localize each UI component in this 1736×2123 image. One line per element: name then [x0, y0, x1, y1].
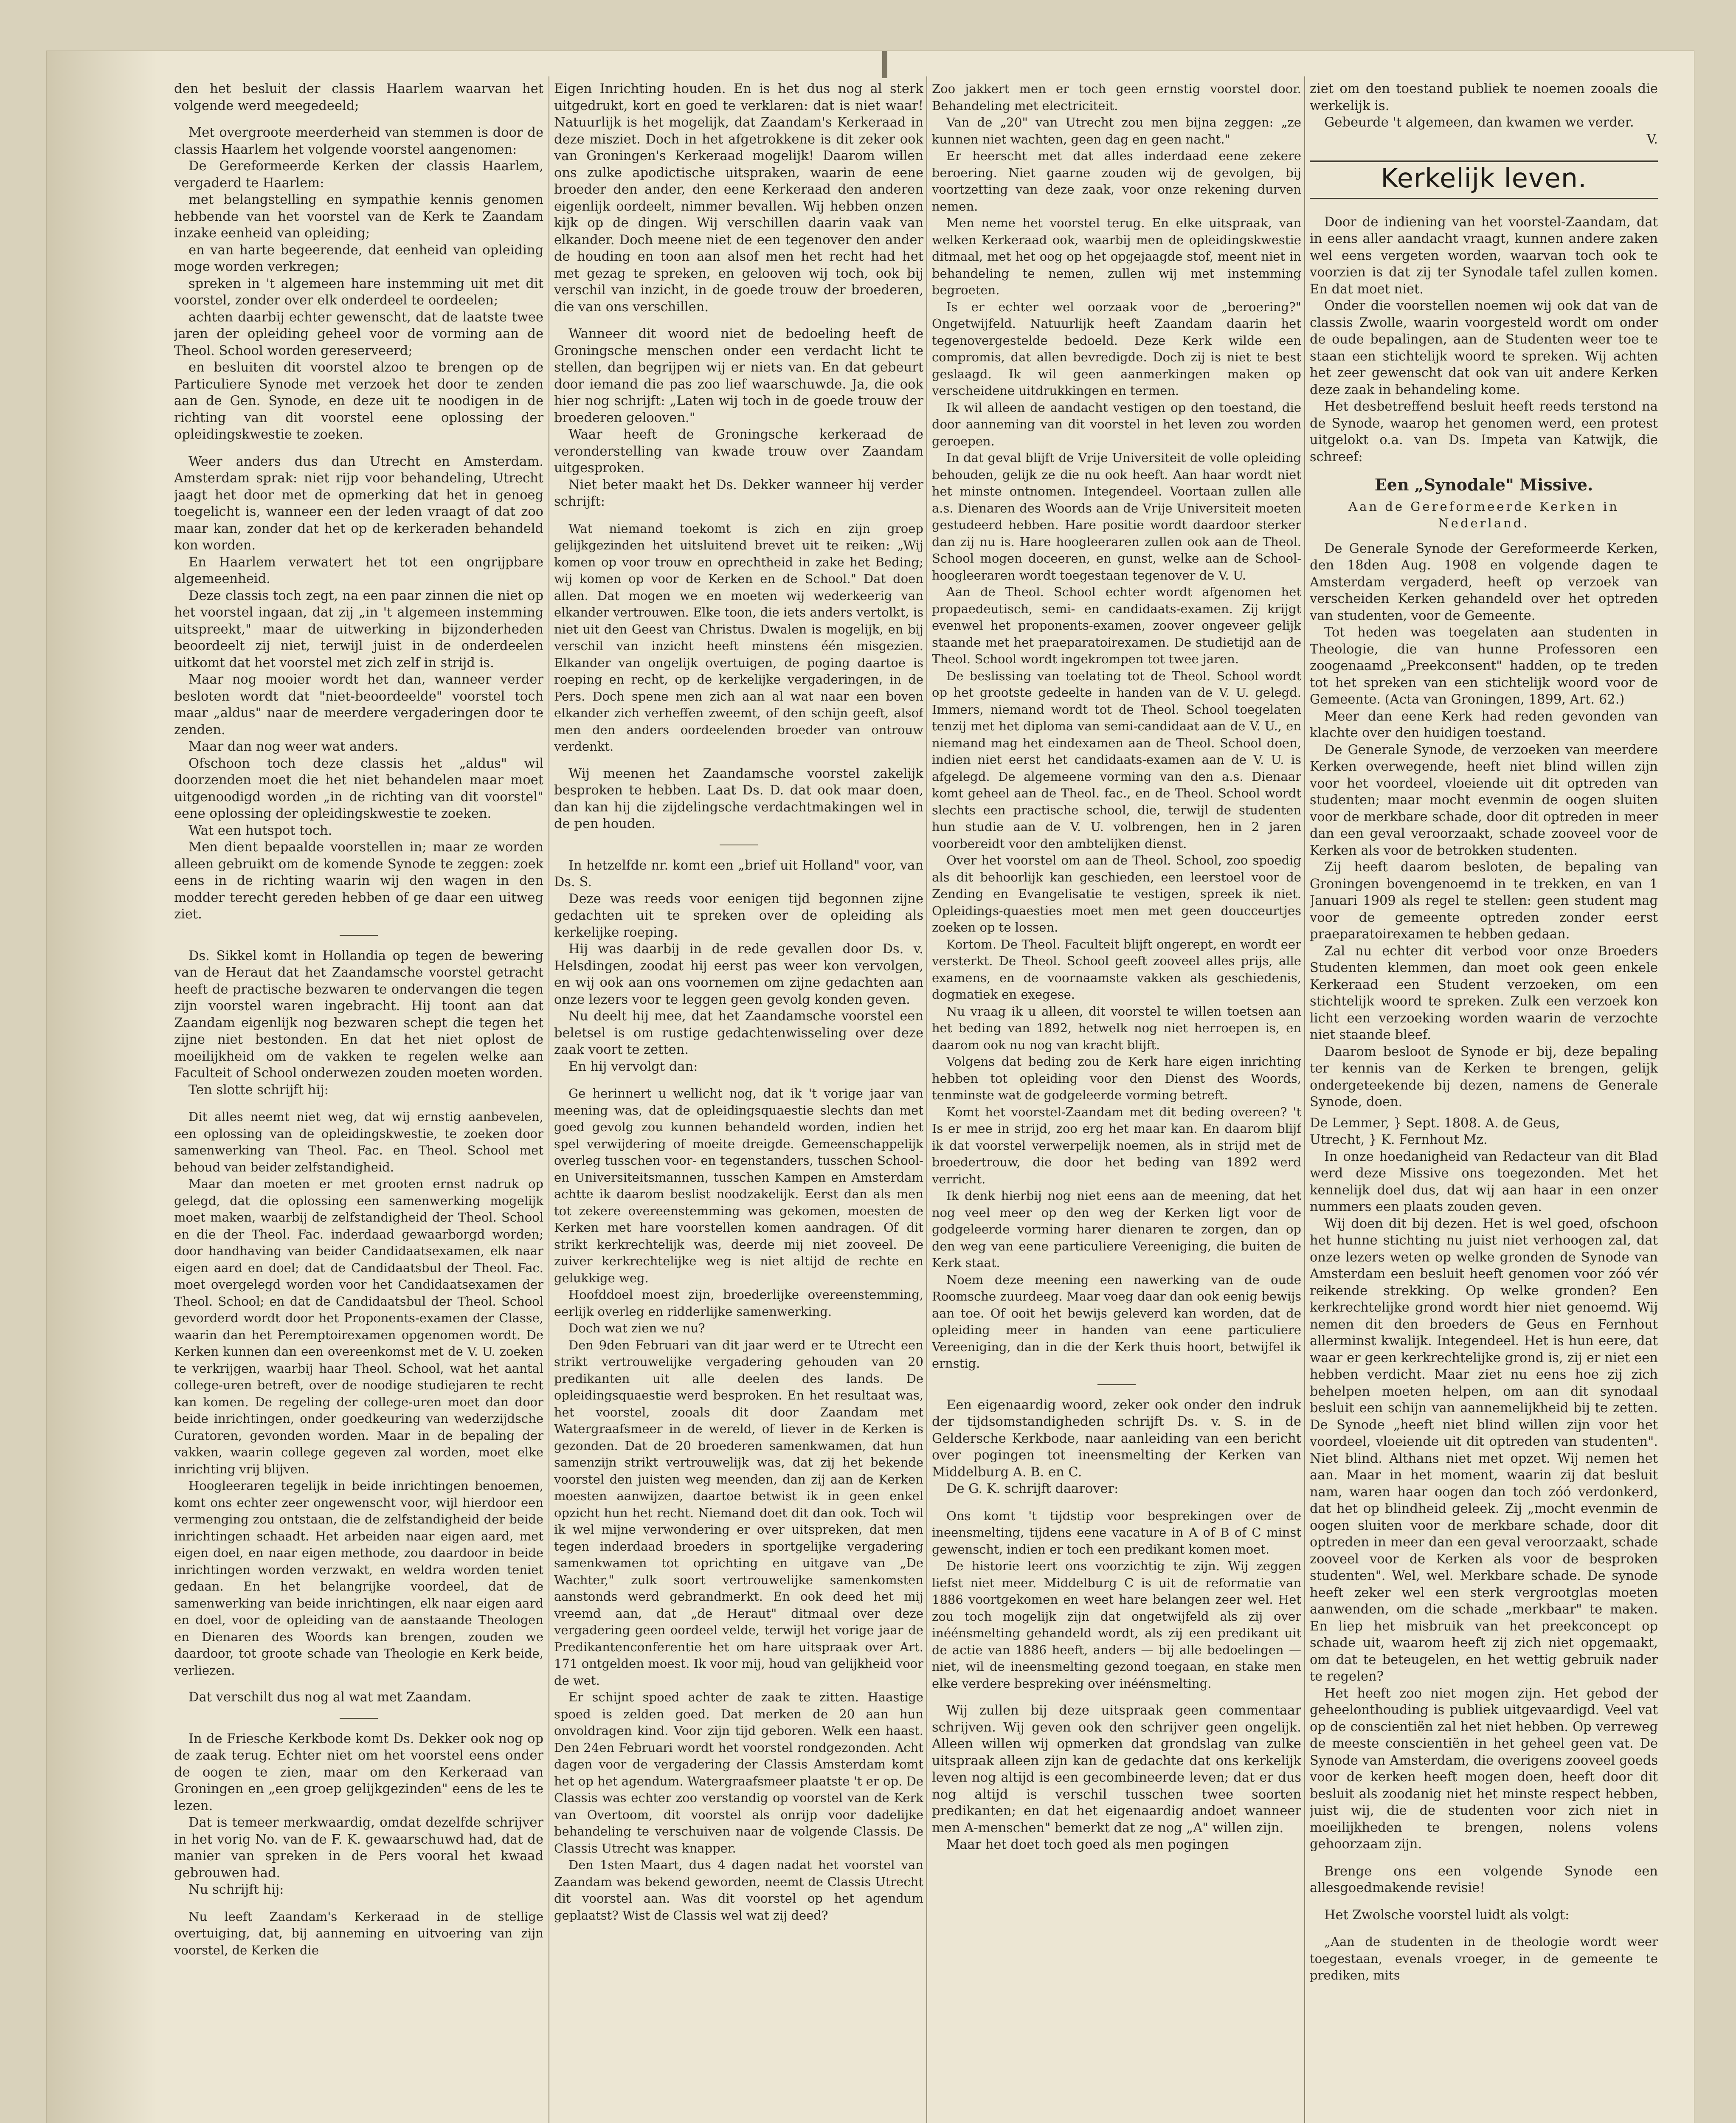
quote-paragraph: Men neme het voorstel terug. En elke uitspraak, van welken Kerkeraad ook, waarbij men de opleidingskwestie ditmaal, met het oog op het opgejaagde stof, meent niet in behandeling te nemen, zullen wij met instemming begroeten. [932, 216, 1301, 297]
quote-paragraph: De historie leert ons voorzichtig te zijn. Wij zeggen liefst niet meer. Middelburg C is uit de reformatie van 1886 voortgekomen en weet hare belangen zeer wel. Het zou toch mogelijk zijn dat ongetwijfeld als zij over inéénsmelting gehandeld wordt, als zij een predikant uit de actie van 1886 heeft, anders — bij alle bedoelingen — niet, wil de ineensmelting gezond toegaan, en stake men elke verdere bespreking over inéénsmelting. [932, 1559, 1301, 1691]
paragraph: en van harte begeerende, dat eenheid van opleiding moge worden verkregen; [174, 242, 543, 274]
paragraph: Eigen Inrichting houden. En is het dus nog al sterk uitgedrukt, kort en goed te verklaren: dat is niet waar! Natuurlijk is het mogelijk, dat Zaandam's Kerkeraad in deze misziet. Doch in het afgetrokkene is dit zeker ook van Groningen's Kerkeraad mogelijk! Daarom willen ons zulke apodictische uitspraken, waarin de eene broeder den ander, den eene Kerkeraad den anderen eigenlijk oordeelt, nimmer bevallen. Wij hebben onzen kijk op de dingen. Wij verschillen daarin vaak van elkander. Doch meene niet de een tegenover den ander de houding en toon aan alsof men het recht had het met gezag te spreken, en gelooven wij toch, ook bij verschil van inzicht, in de goede trouw der broederen, die van ons verschillen. [554, 82, 923, 315]
quote-paragraph: Kortom. De Theol. Faculteit blijft ongerept, en wordt eer versterkt. De Theol. School geeft zooveel alles prijs, alle examens, en de voornaamste vakken als geschiedenis, dogmatiek en exegese. [932, 937, 1301, 1002]
quote-paragraph: Komt het voorstel-Zaandam met dit beding overeen? 't Is er mee in strijd, zoo erg het maar kan. En daarom blijf ik dat voorstel verwerpelijk noemen, als in strijd met de broedertrouw, die door het beding van 1892 werd verricht. [932, 1104, 1301, 1186]
paragraph: Ten slotte schrijft hij: [189, 1082, 329, 1098]
paragraph: spreken in 't algemeen hare instemming uit met dit voorstel, zonder over elk onderdeel te oordeelen; [174, 276, 543, 308]
quote-paragraph: De beslissing van toelating tot de Theol. School wordt op het grootste gedeelte in handen van de V. U. gelegd. Immers, niemand wordt tot de Theol. School toegelaten tenzij met het diploma van semi-candidaat aan de V. U., en niemand mag het eindexamen aan de Theol. School doen, indien niet eerst het candidaats-examen aan de V. U. is afgelegd. De algemeene vorming van den a.s. Dienaar komt geheel aan de Theol. fac., en de Theol. School wordt slechts een practische school, die, terwijl de studenten hun studie aan de V. U. volbrengen, hen in 2 jaren voorbereidt voor den ambtelijken dienst. [932, 668, 1301, 851]
column-rule [1304, 76, 1305, 2123]
quote-paragraph: Ik denk hierbij nog niet eens aan de meening, dat het nog veel meer op den weg der Kerken ligt voor de godgeleerde vorming harer dienaren te zorgen, dan op den weg van eene particuliere Vereeniging, die buiten de Kerk staat. [932, 1188, 1301, 1270]
quote-paragraph: Hoofddoel moest zijn, broederlijke overeenstemming, eerlijk overleg en ridderlijke samenwerking. [554, 1287, 923, 1319]
quote-paragraph: Doch wat zien we nu? [568, 1321, 705, 1335]
paragraph: Zij heeft daarom besloten, de bepaling van Groningen bovengenoemd in te trekken, en van 1 Januari 1909 als regel te stellen: geen student mag voor de gemeente optreden zonder eerst praeparatoirexamen te hebben gedaan. [1310, 860, 1658, 942]
fold-mark [882, 51, 887, 78]
author-signature: V. [1646, 132, 1658, 147]
paragraph: Gebeurde 't algemeen, dan kwamen we verder. [1324, 115, 1634, 130]
quote-paragraph: Van de „20" van Utrecht zou men bijna zeggen: „ze kunnen niet wachten, geen dag en geen nacht." [932, 115, 1301, 146]
paragraph: ziet om den toestand publiek te noemen zooals die werkelijk is. [1310, 82, 1658, 113]
paragraph: Het heeft zoo niet mogen zijn. Het gebod der geheelonthouding is publiek uitgevaardigd. Veel vat op de conscientiën zal het niet hebben. Op verreweg de meeste conscientiën in het geheel geen vat. De Synode van Amsterdam, die overigens zooveel goeds voor de kerken heeft mogen doen, heeft door dit besluit als zoodanig niet het minste respect hebben, juist wij, die de studenten voor zich niet in moeilijkheden te brengen, nolens volens gehoorzaam zijn. [1310, 1686, 1658, 1852]
paragraph: Dat is temeer merkwaardig, omdat dezelfde schrijver in het vorig No. van de F. K. gewaarschuwd had, dat de manier van spreken in de Pers vooral het kwaad gebrouwen had. [174, 1815, 543, 1881]
paragraph: Zal nu echter dit verbod voor onze Broeders Studenten klemmen, dan moet ook geen enkele Kerkeraad een Student verzoeken, om een stichtelijk woord te spreken. Zulk een verzoek kon licht een verzoeking worden waarin de verzochte niet staande bleef. [1310, 943, 1658, 1042]
paragraph: Door de indiening van het voorstel-Zaandam, dat in eens aller aandacht vraagt, kunnen andere zaken wel eens vergeten worden, waarvan toch ook te voorzien is dat zij ter Synodale tafel zullen komen. En dat moet niet. [1310, 214, 1658, 297]
paragraph: De Gereformeerde Kerken der classis Haarlem, vergaderd te Haarlem: [174, 159, 543, 191]
quote-paragraph: Aan de Theol. School echter wordt afgenomen het propaedeutisch, semi- en candidaats-examen. Zij krijgt evenwel het proponents-examen, zoover ongeveer gelijk staande met het praeparatoirexamen. De studietijd aan de Theol. School wordt ingekrompen tot twee jaren. [932, 585, 1301, 666]
quote-paragraph: Maar dan moeten er met grooten ernst nadruk op gelegd, dat die oplossing een samenwerking mogelijk moet maken, waarbij de zelfstandigheid der Theol. School en die der Theol. Fac. inderdaad gewaarborgd worden; door handhaving van beider Candidaatsexamen, elk naar eigen aard en doel; dat de Candidaatsbul der Theol. Fac. moet overgelegd worden voor het Candidaatsexamen der Theol. School; en dat de Candidaatsbul der Theol. School gevorderd wordt door het Proponents-examen der Classe, waarin dan het Peremptoirexamen opgenomen wordt. De Kerken kunnen dan een overeenkomst met de V. U. zoeken te verkrijgen, waarbij haar Theol. School, wat het aantal college-uren betreft, over de noodige studiejaren te recht kan komen. De regeling der college-uren moet dan door beide inrichtingen, onder goedkeuring van wederzijdsche Curatoren, gevonden worden. Maar in de bepaling der vakken, waarin college gegeven zal worden, moet elke inrichting vrij blijven. [174, 1177, 543, 1476]
paragraph: De Generale Synode, de verzoeken van meerdere Kerken overwegende, heeft niet blind willen zijn voor het voordeel, vloeiende uit dit optreden van studenten; maar mocht evenmin de oogen sluiten voor de merkbare schade, door dit optreden in meer dan een geval veroorzaakt, schade zooveel voor de Kerken als voor de betrokken studenten. [1310, 742, 1658, 858]
paragraph: Wanneer dit woord niet de bedoeling heeft de Groningsche menschen onder een verdacht licht te stellen, dan begrijpen wij er niets van. En dat gebeurt door iemand die pas zoo lief waarschuwde. Ja, die ook hier nog schrijft: „Laten wij toch in de goede trouw der broederen gelooven." [554, 327, 923, 425]
paragraph: De Generale Synode der Gereformeerde Kerken, den 18den Aug. 1908 en volgende dagen te Amsterdam vergaderd, heeft op verzoek van verscheiden Kerken gehandeld over het optreden van studenten, voor de Gemeente. [1310, 541, 1658, 623]
paragraph: Wij meenen het Zaandamsche voorstel zakelijk besproken te hebben. Laat Ds. D. dat ook maar doen, dan kan hij die zijdelingsche verdachtmakingen wel in de pen houden. [554, 766, 923, 831]
section-separator [1097, 1384, 1136, 1385]
paragraph: Wij doen dit bij dezen. Het is wel goed, ofschoon het hunne stichting nu juist niet verhoogen zal, dat onze lezers weten op welke gronden de Synode van Amsterdam een besluit heeft genomen voor zóó vér reikende strekking. Op welke gronden? Een kerkrechtelijke grond wordt hier niet genoemd. Wij nemen dit den broeders de Geus en Fernhout allerminst kwalijk. Integendeel. Het is hun eere, dat waar er geen kerkrechtelijke grond is, zij er niet een hebben verdicht. Maar ziet nu eens hoe zij zich behelpen moeten helpen, om aan dit synodaal besluit een schijn van aannemelijkheid bij te zetten. De Synode „heeft niet blind willen zijn voor het voordeel, vloeiende uit dit optreden van studenten". Niet blind. Althans niet met opzet. Wij nemen het aan. Maar in het moment, waarin zij dat besluit nam, waren haar oogen dan toch zóó verdonkerd, dat het op blindheid geleek. Zij „mocht evenmin de oogen sluiten voor de merkbare schade, door dit optreden in meer dan een geval veroorzaakt, schade zooveel voor de Kerken als voor de besproken studenten". Wel, wel. Merkbare schade. De synode heeft zeker wel een sterk vergrootglas moeten aanwenden, om die schade „merkbaar" te maken. En liep het misbruik van het preekconcept op schade uit, waarom heeft zij zich niet opgemaakt, om dat te beteugelen, en het wettig gebruik nader te regelen? [1310, 1216, 1658, 1684]
paragraph: Brenge ons een volgende Synode een allesgoedmakende revisie! [1310, 1864, 1658, 1895]
paragraph: en besluiten dit voorstel alzoo te brengen op de Particuliere Synode met verzoek het door te zenden aan de Gen. Synode, en deze uit te noodigen in de richting van dit voorstel eene oplossing der opleidingskwestie te zoeken. [174, 360, 543, 442]
paragraph: Niet beter maakt het Ds. Dekker wanneer hij verder schrijft: [554, 477, 923, 509]
quote-paragraph: Nu vraag ik u alleen, dit voorstel te willen toetsen aan het beding van 1892, hetwelk nog niet herroepen is, en daarom ook nu nog van kracht blijft. [932, 1004, 1301, 1052]
paragraph: Het desbetreffend besluit heeft reeds terstond na de Synode, waarop het genomen werd, een protest uitgelokt o.a. van Ds. Impeta van Katwijk, die schreef: [1310, 399, 1658, 465]
quote-paragraph: Er heerscht met dat alles inderdaad eene zekere beroering. Niet gaarne zouden wij de gevolgen, bij voortzetting van deze zaak, voor onze rekening durven nemen. [932, 149, 1301, 214]
paragraph: En hij vervolgt dan: [568, 1059, 698, 1074]
quote-paragraph: Nu leeft Zaandam's Kerkeraad in de stellige overtuiging, dat, bij aanneming en uitvoering van zijn voorstel, de Kerken die [174, 1909, 543, 1957]
paragraph: Tot heden was toegelaten aan studenten in Theologie, die van hunne Professoren een zoogenaamd „Preekconsent" hadden, op te treden tot het spreken van een stichtelijk woord voor de Gemeente. (Acta van Groningen, 1899, Art. 62.) [1310, 625, 1658, 707]
signoff-line: De Lemmer, } Sept. 1808. A. de Geus, [1310, 1115, 1560, 1131]
paragraph: Dat verschilt dus nog al wat met Zaandam. [189, 1690, 472, 1705]
paragraph: Nu schrijft hij: [189, 1882, 284, 1897]
section-separator [340, 935, 378, 936]
paragraph: Een eigenaardig woord, zeker ook onder den indruk der tijdsomstandigheden schrijft Ds. v. S. in de Geldersche Kerkbode, naar aanleiding van een bericht over pogingen tot ineensmelting der Kerken van Middelburg A. B. en C. [932, 1397, 1301, 1480]
paragraph: Deze was reeds voor eenigen tijd begonnen zijne gedachten uit te spreken over de opleiding als kerkelijke roeping. [554, 891, 923, 940]
section-heading-box [1310, 160, 1658, 199]
quote-paragraph: Er schijnt spoed achter de zaak te zitten. Haastige spoed is zelden goed. Dat merken de 20 aan hun onvoldragen kind. Voor zijn tijd geboren. Welk een haast. Den 24en Februari wordt het voorstel rondgezonden. Acht dagen voor de vergadering der Classis Amsterdam komt het op het agendum. Watergraafsmeer plaatste 't er op. De Classis was echter zoo verstandig op voorstel van de Kerk van Overtoom, dit voorstel als onrijp voor dadelijke behandeling te verschuiven naar de volgende Classis. De Classis Utrecht was knapper. [554, 1690, 923, 1856]
column-1 [174, 81, 543, 2123]
quote-paragraph: Volgens dat beding zou de Kerk hare eigen inrichting hebben tot opleiding voor den Dienst des Woords, tenminste wat de godgeleerde vorming betreft. [932, 1054, 1301, 1102]
article-addressee: Aan de Gereformeerde Kerken in Nederland. [1348, 499, 1619, 530]
quote-paragraph: Den 1sten Maart, dus 4 dagen nadat het voorstel van Zaandam was bekend geworden, neemt de Classis Utrecht dit voorstel aan. Was dit voorstel op het agendum geplaatst? Wist de Classis wel wat zij deed? [554, 1858, 923, 1923]
quote-paragraph: Ik wil alleen de aandacht vestigen op den toestand, die door aanneming van dit voorstel in het leven zou worden geroepen. [932, 400, 1301, 448]
paragraph: met belangstelling en sympathie kennis genomen hebbende van het voorstel van de Kerk te Zaandam inzake eenheid van opleiding; [174, 192, 543, 241]
quote-paragraph: Noem deze meening een nawerking van de oude Roomsche zuurdeeg. Maar voeg daar dan ook eenig bewijs aan toe. Of ooit het bewijs geleverd kan worden, dat de opleiding meer in handen van eene particuliere Vereeniging, dan in die der Kerk thuis hoort, betwijfel ik ernstig. [932, 1272, 1301, 1371]
paragraph: In hetzelfde nr. komt een „brief uit Holland" voor, van Ds. S. [554, 858, 923, 890]
paragraph: Daarom besloot de Synode er bij, deze bepaling ter kennis van de Kerken te brengen, gelijk ondergeteekende bij dezen, namens de Generale Synode, doen. [1310, 1044, 1658, 1109]
section-separator [340, 1718, 378, 1719]
paragraph: Men dient bepaalde voorstellen in; maar ze worden alleen gebruikt om de komende Synode te zeggen: zoek eens in de richting waarin wij den wagen in den modder terecht gereden hebben of ge daar een uitweg ziet. [174, 840, 543, 922]
paragraph: Wij zullen bij deze uitspraak geen commentaar schrijven. Wij geven ook den schrijver geen ongelijk. Alleen willen wij opmerken dat grondslag van zulke uitspraak alleen zijn kan de gedachte dat ons kerkelijk leven nog altijd is een gecombineerde leven; dat er dus nog altijd is verschil tusschen twee soorten predikanten; en dat het eigenaardig andoet wanneer men A-menschen" bemerkt dat ze nog „A" willen zijn. [932, 1703, 1301, 1836]
paper-stain [47, 51, 157, 2123]
paragraph: Nu deelt hij mee, dat het Zaandamsche voorstel een beletsel is om rustige gedachtenwisseling over deze zaak voort te zetten. [554, 1009, 923, 1057]
signoff-line: Utrecht, } K. Fernhout Mz. [1310, 1132, 1488, 1147]
paragraph: Deze classis toch zegt, na een paar zinnen die niet op het voorstel ingaan, dat zij „in 't algemeen instemming uitspreekt," maar de uitwerking in bijzonderheden beoordeelt zij niet, terwijl juist in de onderdeelen uitkomt dat het voorstel met zich zelf in strijd is. [174, 588, 543, 670]
paragraph: Wat een hutspot toch. [189, 823, 332, 838]
paragraph: De G. K. schrijft daarover: [946, 1481, 1119, 1496]
paragraph: Hij was daarbij in de rede gevallen door Ds. v. Helsdingen, zoodat hij eerst pas weer kon vervolgen, en wij ook aan ons voornemen om zijne gedachten aan onze lezers voor te leggen geen gevolg konden geven. [554, 942, 923, 1007]
paragraph: achten daarbij echter gewenscht, dat de laatste twee jaren der opleiding geheel voor de vorming aan de Theol. School worden gereserveerd; [174, 310, 543, 358]
quote-paragraph: Hoogleeraren tegelijk in beide inrichtingen benoemen, komt ons echter zeer ongewenscht voor, wijl hierdoor een vermenging zou ontstaan, die de zelfstandigheid der beide inrichtingen schaadt. Het arbeiden naar eigen aard, met eigen doel, en naar eigen methode, zou daardoor in beide inrichtingen worden verzwakt, en weldra worden teniet gedaan. En het belangrijke voordeel, dat de samenwerking van beide inrichtingen, elk naar eigen aard en doel, voor de opleiding van de aanstaande Theologen en Dienaren des Woords kan brengen, zouden we daardoor, tot groote schade van Theologie en Kerk beide, verliezen. [174, 1478, 543, 1678]
paragraph: Maar nog mooier wordt het dan, wanneer verder besloten wordt dat "niet-beoordeelde" voorstel toch maar „aldus" naar de meerdere vergaderingen door te zenden. [174, 672, 543, 738]
paragraph: En Haarlem verwatert het tot een ongrijpbare algemeenheid. [174, 555, 543, 586]
paragraph: Weer anders dus dan Utrecht en Amsterdam. Amsterdam sprak: niet rijp voor behandeling, Utrecht jaagt het door met de opmerking dat het in genoeg toegelicht is, wanneer een der leden vraagt of dat zoo maar kan, zonder dat het op de kerkeraden behandeld kon worden. [174, 454, 543, 553]
quote-paragraph: Wat niemand toekomt is zich en zijn groep gelijkgezinden het uitsluitend brevet uit te reiken: „Wij komen op voor trouw en oprechtheid in zake het Beding; wij komen op voor de Kerken en de School." Dat doen allen. Dat mogen we en moeten wij wederkeerig van elkander vertrouwen. Elke toon, die iets anders vertolkt, is niet uit den Geest van Christus. Dwalen is mogelijk, en bij verschil van inzicht heeft minstens één misgezien. Elkander van ongelijk overtuigen, de poging daartoe is roeping en recht, op de kerkelijke vergaderingen, in de Pers. Doch spene men zich aan al wat naar een boven elkander zich verheffen zweemt, of den schijn geeft, alsof men den anders oordeelenden broeder van ontrouw verdenkt. [554, 521, 923, 754]
paragraph: Het Zwolsche voorstel luidt als volgt: [1324, 1907, 1570, 1923]
paragraph: den het besluit der classis Haarlem waarvan het volgende werd meegedeeld; [174, 82, 543, 113]
article-subheading: Een „Synodale" Missive. [1374, 475, 1593, 494]
newspaper-page [47, 51, 1694, 2123]
column-4 [1310, 81, 1658, 2123]
quote-paragraph: Dit alles neemt niet weg, dat wij ernstig aanbevelen, een oplossing van de opleidingskwestie, te zoeken door samenwerking van Theol. Fac. en Theol. School met behoud van beider zelfstandigheid. [174, 1109, 543, 1174]
quote-paragraph: Over het voorstel om aan de Theol. School, zoo spoedig als dit behoorlijk kan geschieden, een leerstoel voor de Zending en Evangelisatie te vestigen, spreek ik niet. Opleidings-quaesties moet men met geen doucceurtjes zoeken op te lossen. [932, 853, 1301, 935]
paragraph: Meer dan eene Kerk had reden gevonden van klachte over den huidigen toestand. [1310, 709, 1658, 741]
paragraph: Maar dan nog weer wat anders. [189, 739, 399, 754]
column-3 [932, 81, 1301, 2123]
paragraph: Ds. Sikkel komt in Hollandia op tegen de bewering van de Heraut dat het Zaandamsche voorstel getracht heeft de practische bezwaren te ondervangen die tegen zijn voorstel waren ingebracht. Hij toont aan dat Zaandam eigenlijk nog bezwaren schept die tegen het zijne niet bestonden. En dat het niet oplost de moeilijkheid om de vakken te regelen welke aan Faculteit of School onderwezen zouden moeten worden. [174, 948, 543, 1081]
section-heading: Kerkelijk leven. [1381, 163, 1587, 194]
paragraph: Ofschoon toch deze classis het „aldus" wil doorzenden moet die het niet behandelen maar moet uitgenoodigd worden „in de richting van dit voorstel" eene oplossing der opleidingskwestie te zoeken. [174, 756, 543, 821]
quote-paragraph: Zoo jakkert men er toch geen ernstig voorstel door. Behandeling met electriciteit. [932, 82, 1301, 113]
quote-paragraph: Is er echter wel oorzaak voor de „beroering?" Ongetwijfeld. Natuurlijk heeft Zaandam daarin het tegenovergestelde bedoeld. Deze Kerk wilde een compromis, dat allen bevredigde. Doch zij is niet te best geslaagd. Ik wil geen aanmerkingen maken op verscheidene uitdrukkingen en termen. [932, 299, 1301, 398]
paragraph: Waar heeft de Groningsche kerkeraad de veronderstelling van kwade trouw over Zaandam uitgesproken. [554, 427, 923, 476]
quote-paragraph: In dat geval blijft de Vrije Universiteit de volle opleiding behouden, gelijk ze die nu ook heeft. Aan haar wordt niet het minste ontnomen. Integendeel. Voortaan zullen alle a.s. Dienaren des Woords aan de Vrije Universiteit moeten gestudeerd hebben. Hare positie wordt daardoor sterker dan zij nu is. Hare hoogleeraren zullen ook aan de Theol. School mogen doceeren, en gunst, welke aan de School-hoogleeraren wordt toegestaan tegenover de V. U. [932, 451, 1301, 583]
paragraph: Maar het doet toch goed als men pogingen [946, 1837, 1229, 1852]
quote-paragraph: Ge herinnert u wellicht nog, dat ik 't vorige jaar van meening was, dat de opleidingsquaestie slechts dan met goed gevolg zou kunnen behandeld worden, indien het spel verwijdering of moeite dreigde. Gemeenschappelijk overleg tusschen voor- en tegenstanders, tusschen School- en Universiteitsmannen, tusschen Kampen en Amsterdam achtte ik daarom beslist noodzakelijk. Eerst dan als men tot zekere overeenstemming was gekomen, moesten de Kerken met hare voorstellen komen aandragen. Of dit strikt kerkrechtelijk was, deerde mij niet zooveel. De zuiver kerkrechtelijke weg is niet altijd de rechte en gelukkige weg. [554, 1086, 923, 1285]
paragraph: Met overgroote meerderheid van stemmen is door de classis Haarlem het volgende voorstel aangenomen: [174, 125, 543, 157]
column-rule [926, 76, 927, 2123]
quote-paragraph: Ons komt 't tijdstip voor besprekingen over de ineensmelting, tijdens eene vacature in A of B of C minst gewenscht, indien er toch een predikant komen moet. [932, 1508, 1301, 1557]
paragraph: In onze hoedanigheid van Redacteur van dit Blad werd deze Missive ons toegezonden. Met het kennelijk doel dus, dat wij aan haar in een onzer nummers een plaats zouden geven. [1310, 1149, 1658, 1214]
paragraph: Onder die voorstellen noemen wij ook dat van de classis Zwolle, waarin voorgesteld wordt om onder de oude bepalingen, aan de Studenten weer toe te staan een stichtelijk woord te spreken. Wij achten het zeer gewenscht dat ook van uit andere Kerken deze zaak in behandeling kome. [1310, 298, 1658, 397]
quote-paragraph: Den 9den Februari van dit jaar werd er te Utrecht een strikt vertrouwelijke vergadering gehouden van 20 predikanten uit alle deelen des lands. De opleidingsquaestie werd besproken. En het resultaat was, het voorstel, zooals dit door Zaandam met Watergraafsmeer in de wereld, of liever in de Kerken is gezonden. Dat de 20 broederen samenkwamen, dat hun samenzijn strikt vertrouwelijk was, dat zij het bekende voorstel den juisten weg meenden, dan zij aan de Kerken moesten aanwijzen, daartoe betwist ik in geen enkel opzicht hun het recht. Niemand doet dit dan ook. Toch wil ik wel mijne verwondering er over uitspreken, dat men tegen inderdaad broeders in sportgelijke vergadering samenkwamen tot oprichting en uitgave van „De Wachter," zulk soort vertrouwelijke samenkomsten aanstonds werd gebrandmerkt. En ook deed het mij vreemd aan, dat „de Heraut" ditmaal over deze vergadering geen oordeel velde, terwijl het vorige jaar de Predikantenconferentie het om hare uitspraak over Art. 171 ontgelden moest. Ik voor mij, houd van gelijkheid voor de wet. [554, 1337, 923, 1688]
quote-paragraph: „Aan de studenten in de theologie wordt weer toegestaan, evenals vroeger, in de gemeente te prediken, mits [1310, 1934, 1658, 1982]
column-2 [554, 81, 923, 2123]
paragraph: In de Friesche Kerkbode komt Ds. Dekker ook nog op de zaak terug. Echter niet om het voorstel eens onder de oogen te zien, maar om den Kerkeraad van Groningen en „een groep gelijkgezinden" eens de les te lezen. [174, 1731, 543, 1813]
